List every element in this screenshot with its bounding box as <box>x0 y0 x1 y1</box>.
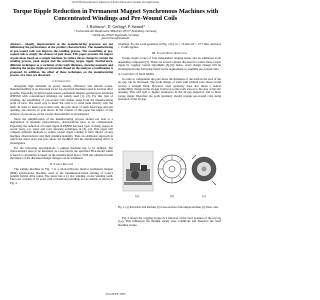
paper-title: Torque Ripple Reduction in Permanent Magnet Synchronous Machines with Concentrated Windings and Pre-Wound Coils <box>12 8 219 23</box>
conference-header: 2014 Fifth International Conference on Power Electronics Systems and Applications <box>71 1 160 4</box>
paragraph: windings. For the tooth geometry in Fig. 2 (b), bt = 13 mm, hT = 27.7 mm, and bsoa = 15 mm applies. <box>118 42 221 50</box>
affiliation-email: jan.richnow@unibw.de <box>101 36 130 41</box>
subfigure-label-b: (b) <box>170 194 174 198</box>
section-heading-torque-ripple: III. Torque Ripple Reduction <box>152 51 187 56</box>
paragraph: Since the simplification of the manufacturing process should not lead to a degradation of machine characteristics, deteriorations have to be compensated. Especially the reduction of torque ripple in PMSM has been topic of many papers in recent years, e.g. stator and rotor skewing techniques in [3], [4]. This paper will compare different methods to reduce torque ripple relating to their impact on key machine characteristics and their manufacturability. Thus an additional approach in which the stator slots and pole shoes are modified and the manufacturing effort is investigated. <box>10 116 113 145</box>
figure-test-bench <box>122 145 218 205</box>
abstract-body: — Ideally, improvements of the manufacturing processes are not influencing the performance of the product characteristics. The manufacturing of pre-wound coils can improve the winding process. The assembling of pre-wound coils is simply the absence of pole shoes. This paper presents the impact of pole shoes based on a sample machine. To reduce the no change in current the winding process, peak torque and the occurring torque ripple. Furthermore, different techniques to a variation of the teeth thickness, skewing magnetic and reducing the torque ripple are presented. Based on the analyses a combination is proposed. In addition, the effect of these techniques on the manufacturing process of a rotor are discussed. <box>10 42 113 78</box>
test-bench-photo <box>123 151 153 191</box>
abstract <box>10 43 113 78</box>
abstract-lead: Abstract <box>10 42 21 46</box>
right-column-continued <box>118 217 221 229</box>
section-heading-sample-machine: II. Sample Machine <box>49 161 74 166</box>
author-list: J. Richnow¹, D. Gerling¹, P. Stenzel² <box>86 24 145 29</box>
subfigure-label-c: (c) <box>202 194 206 198</box>
paragraph: Torque ripple occurs of four independent ranging issues and an additional tooth depending component [5]. These are several options discussed to reduce these torque ripple by cogging control algorithms [5]-[9]; hence, every design change will be investigated in the following based on the requirement to assemble pre-wound coils. <box>118 56 221 71</box>
page-footer: 2014 IEEE 2083 <box>105 292 126 296</box>
right-column <box>118 43 221 103</box>
paragraph: For the following investigations a sample machine has to be defined. The characteristics have to be measured on a test bench, the specified FEA-model which is used for calculation is based on the manufactured motor. With the validated model the impact of the discussed design changes can be examined. <box>10 145 113 161</box>
affiliation-line: ² AUDI AG, 85045 Ingolstadt, Germany <box>91 32 140 37</box>
paragraph: Alongside high demands on power density, efficiency and smooth torque, manufacturability is an important factor for electrical machines used in traction drive systems. Especially in hybrid applications, permanent magnet synchronous machines (PMSM) with concentrated windings are widely used [1], [2]. For this type of winding, the assembling of pre-wound coils makes sense from the manufacturing point of view. The usual way to insert the coils is to wind them directly onto the teeth. In order to insert pre-wound coils, the pole shoes of teeth need large and slot opening, also known as pole shoes. In the context of this paper the impact of the absence of pole shoes on the torque characteristics is investigated. <box>10 83 113 116</box>
figure-caption: Fig. 1. (a) Test bench with machine, (b) Cross-section of the sample machine, (c) Stator coils. <box>118 206 219 209</box>
section-heading-introduction: I. Introduction <box>52 78 71 83</box>
paragraph: In order to compensate the pole shoes the thickness of the teeth in the area of the air gap can be increased. The tooth design of teeth with without pole shoes would receive a straight flank. However, such geometry does also mean a radical permeability change in the air-gap from iron to the tooth area as to the area of the slot opening. This will lead to higher harmonics in the air-gap induction and to more torque ripple. Therefore the tooth geometry should contain pre-wound coils along alteration of the air gap. <box>118 76 221 102</box>
affiliation-line: ¹ Universität der Bundeswehr München, 85577 Neubiberg, Germany <box>74 29 157 33</box>
affiliations <box>10 30 221 41</box>
paragraph: The sample machine in Fig. 1 is a 24-slot/20-pole interior permanent magnet (IPM) synchronous machine, used as the transmission-based starting of today's parallel hybrid drive trains. The stator has a 12 slot winding on the winding teeth. The rotor consists of 10 poles with concentrated windings for its sample as shown in Fig. 2. <box>10 167 113 185</box>
paragraph: Fig. 3 shows the cogging torque as a function of the rotor position of the test rig (a,c). This influences the thermal steady state conditions and therefore the rated machine torque. <box>118 216 221 227</box>
stator-coil-photo <box>192 155 216 185</box>
left-column <box>10 43 113 187</box>
subfigure-label-a: (a) <box>135 194 139 198</box>
cross-section-drawing <box>158 155 186 183</box>
subsection-heading: A. Concentric of Tooth Widths <box>118 71 155 76</box>
